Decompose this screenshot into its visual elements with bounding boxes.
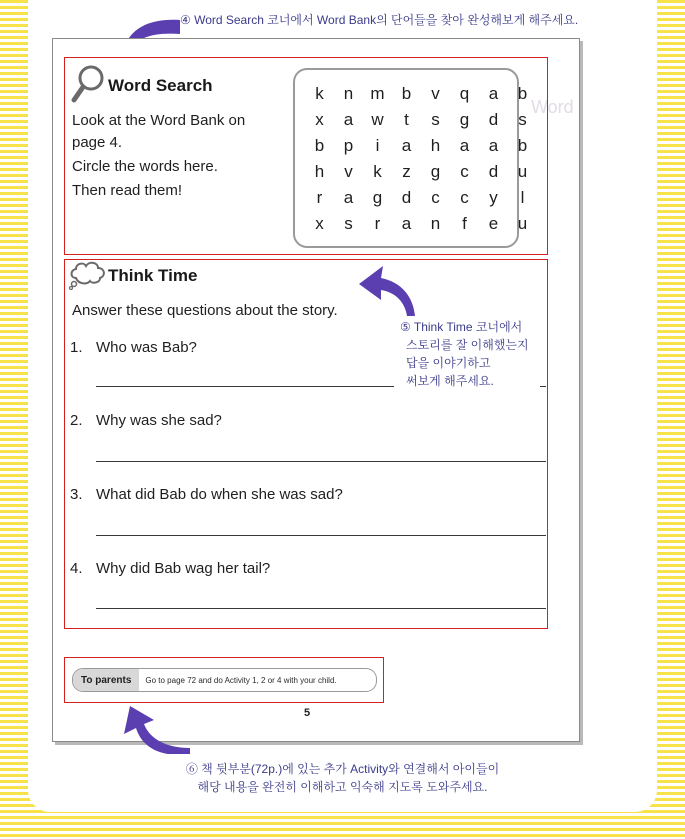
question-text: Why was she sad? <box>96 412 222 429</box>
grid-letter[interactable]: f <box>462 214 467 233</box>
grid-row <box>305 84 537 104</box>
question-number: 4. <box>70 560 83 577</box>
grid-letter[interactable]: a <box>343 188 354 207</box>
think-time-title: Think Time <box>108 266 198 285</box>
answer-line[interactable] <box>96 461 546 462</box>
grid-letter[interactable]: d <box>401 188 412 207</box>
grid-letter[interactable]: t <box>404 110 409 129</box>
grid-letter[interactable]: n <box>430 214 441 233</box>
note-line: 스토리를 잘 이해했는지 <box>406 338 529 352</box>
grid-letter[interactable]: h <box>314 162 325 181</box>
grid-letter[interactable]: m <box>370 84 385 103</box>
note-line: 써보게 해주세요. <box>406 374 494 388</box>
question-text: Who was Bab? <box>96 339 197 356</box>
question-text: What did Bab do when she was sad? <box>96 486 343 503</box>
note-line: 해당 내용을 완전히 이해하고 익숙해 지도록 도와주세요. <box>197 780 488 794</box>
grid-letter[interactable]: i <box>375 136 380 155</box>
grid-row <box>305 136 537 156</box>
grid-letter[interactable]: x <box>315 214 324 233</box>
grid-letter[interactable]: s <box>344 214 353 233</box>
grid-letter[interactable]: w <box>371 110 384 129</box>
arrow-icon-think <box>355 262 421 318</box>
grid-letter[interactable]: z <box>402 162 411 181</box>
grid-letter[interactable]: v <box>344 162 353 181</box>
instruction-line: page 4. <box>72 134 123 151</box>
grid-letter[interactable]: k <box>315 84 324 103</box>
thought-cloud-icon <box>68 260 108 290</box>
to-parents-text: Go to page 72 and do Activity 1, 2 or 4 with your child. <box>145 675 337 685</box>
grid-letter[interactable]: h <box>430 136 441 155</box>
letter-grid[interactable] <box>293 68 528 248</box>
instruction-line: Look at the Word Bank on <box>72 112 246 129</box>
note-activity <box>120 760 565 796</box>
bleed-through-text: Word <box>531 97 574 117</box>
grid-letter[interactable]: e <box>488 214 499 233</box>
to-parents-label: To parents <box>73 669 139 691</box>
question-item <box>70 560 270 577</box>
grid-letter[interactable]: c <box>460 162 469 181</box>
note-think-time <box>394 316 540 394</box>
grid-row <box>305 188 537 208</box>
grid-letter[interactable]: s <box>431 110 440 129</box>
answer-line[interactable] <box>96 535 546 536</box>
grid-letter[interactable]: s <box>518 110 527 129</box>
question-item <box>70 486 343 503</box>
grid-letter[interactable]: u <box>517 162 528 181</box>
think-time-intro: Answer these questions about the story. <box>72 302 338 319</box>
note-line: 답을 이야기하고 <box>406 356 491 370</box>
grid-letter[interactable]: g <box>372 188 383 207</box>
question-number: 3. <box>70 486 83 503</box>
instruction-line: Then read them! <box>72 182 183 199</box>
question-item <box>70 339 197 356</box>
grid-letter[interactable]: v <box>431 84 440 103</box>
grid-letter[interactable]: a <box>488 136 499 155</box>
grid-letter[interactable]: y <box>489 188 498 207</box>
question-text: Why did Bab wag her tail? <box>96 560 271 577</box>
grid-letter[interactable]: d <box>488 162 499 181</box>
question-number: 1. <box>70 339 83 356</box>
grid-letter[interactable]: p <box>343 136 354 155</box>
grid-letter[interactable]: r <box>316 188 323 207</box>
page-number: 5 <box>304 707 311 719</box>
arrow-icon-bottom <box>120 704 194 754</box>
note-line: ⑤ Think Time 코너에서 <box>400 320 523 334</box>
answer-line[interactable] <box>96 608 546 609</box>
grid-letter[interactable]: u <box>517 214 528 233</box>
grid-letter[interactable]: a <box>401 214 412 233</box>
grid-row <box>305 162 537 182</box>
grid-letter[interactable]: x <box>315 110 324 129</box>
grid-letter[interactable]: a <box>343 110 354 129</box>
grid-letter[interactable]: c <box>431 188 440 207</box>
grid-letter[interactable]: a <box>401 136 412 155</box>
grid-letter[interactable]: b <box>517 84 528 103</box>
question-number: 2. <box>70 412 83 429</box>
instruction-line: Circle the words here. <box>72 158 218 175</box>
grid-letter[interactable]: q <box>459 84 470 103</box>
note-word-search: ④ Word Search 코너에서 Word Bank의 단어들을 찾아 완성해보게 해주세요. <box>180 13 579 27</box>
grid-letter[interactable]: r <box>374 214 381 233</box>
grid-letter[interactable]: g <box>430 162 441 181</box>
grid-row <box>305 214 537 234</box>
note-line: ⑥ 책 뒷부분(72p.)에 있는 추가 Activity와 연결해서 아이들이 <box>185 762 500 776</box>
word-search-title: Word Search <box>108 76 213 95</box>
grid-letter[interactable]: d <box>488 110 499 129</box>
grid-row <box>305 110 537 130</box>
grid-letter[interactable]: b <box>314 136 325 155</box>
grid-letter[interactable]: l <box>520 188 525 207</box>
grid-letter[interactable]: k <box>373 162 382 181</box>
magnifier-icon <box>70 64 106 104</box>
grid-letter[interactable]: b <box>401 84 412 103</box>
grid-letter[interactable]: a <box>488 84 499 103</box>
grid-letter[interactable]: n <box>343 84 354 103</box>
grid-letter[interactable]: b <box>517 136 528 155</box>
to-parents-bar <box>72 668 377 692</box>
grid-letter[interactable]: c <box>460 188 469 207</box>
word-search-instructions <box>72 110 282 202</box>
question-item <box>70 412 222 429</box>
grid-letter[interactable]: g <box>459 110 470 129</box>
grid-letter[interactable]: a <box>459 136 470 155</box>
